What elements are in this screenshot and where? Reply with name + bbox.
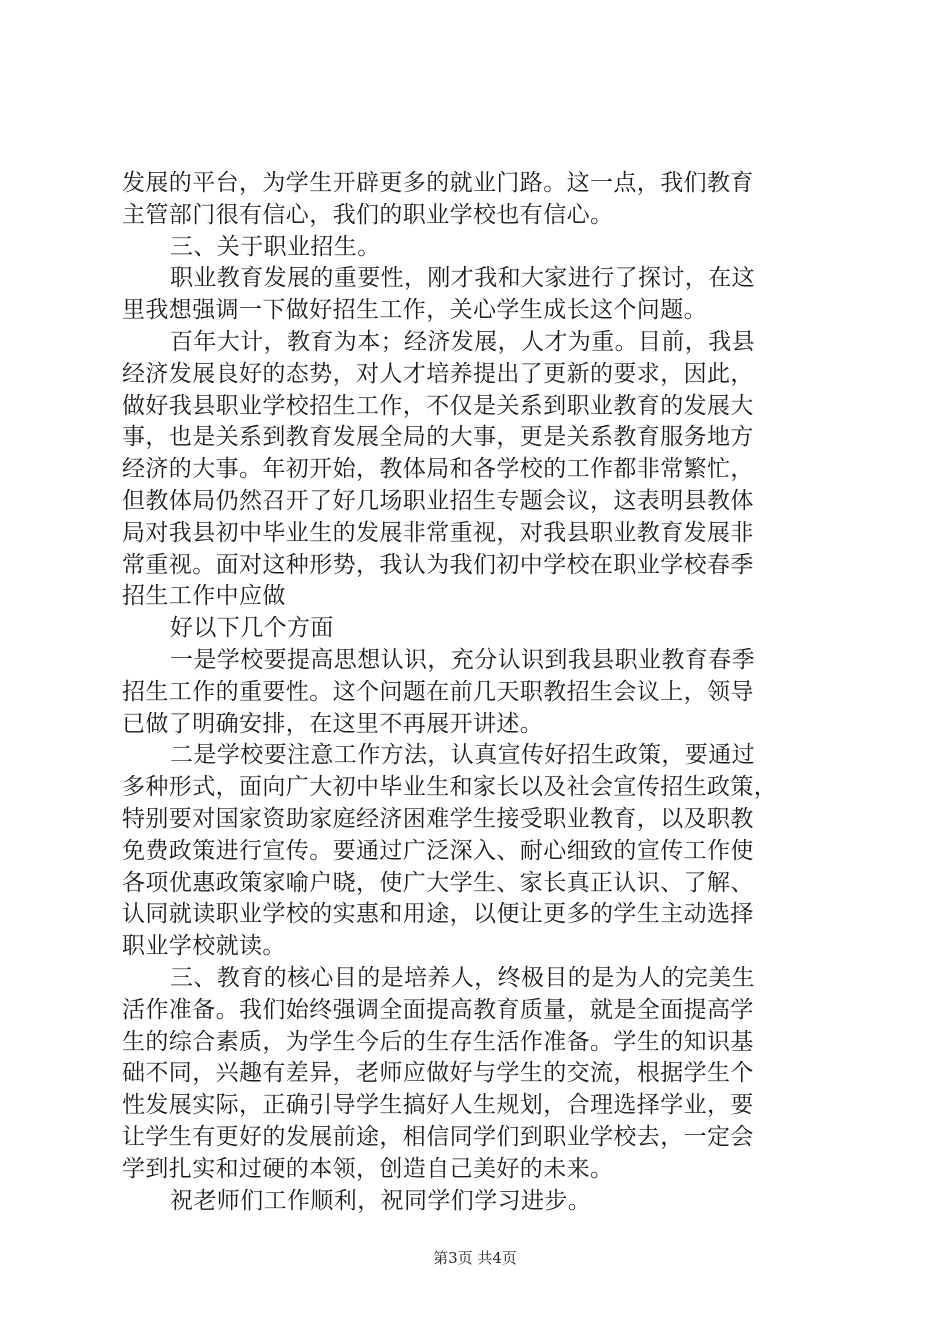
text-line: 好以下几个方面 (170, 615, 334, 642)
text-line: 免费政策进行宣传。要通过广泛深入、耐心细致的宣传工作使 (122, 837, 754, 864)
text-line: 但教体局仍然召开了好几场职业招生专题会议，这表明县教体 (122, 487, 754, 514)
text-line: 让学生有更好的发展前途，相信同学们到职业学校去，一定会 (122, 1123, 754, 1150)
text-line: 性发展实际，正确引导学生搞好人生规划，合理选择学业，要 (122, 1092, 754, 1119)
text-line: 学到扎实和过硬的本领，创造自己美好的未来。 (122, 1155, 614, 1182)
page-footer: 第3页 共4页 (433, 1249, 517, 1267)
text-line: 已做了明确安排，在这里不再展开讲述。 (122, 710, 544, 737)
text-line: 三、教育的核心目的是培养人，终极目的是为人的完美生 (170, 964, 755, 991)
text-line: 里我想强调一下做好招生工作，关心学生成长这个问题。 (122, 297, 707, 324)
text-line: 认同就读职业学校的实惠和用途，以便让更多的学生主动选择 (122, 901, 754, 928)
text-line: 础不同，兴趣有差异，老师应做好与学生的交流，根据学生个 (122, 1060, 754, 1087)
text-line: 发展的平台，为学生开辟更多的就业门路。这一点，我们教育 (122, 170, 754, 196)
text-line: 招生工作的重要性。这个问题在前几天职教招生会议上，领导 (122, 678, 754, 705)
text-line: 活作准备。我们始终强调全面提高教育质量，就是全面提高学 (122, 996, 754, 1023)
text-line: 生的综合素质，为学生今后的生存生活作准备。学生的知识基 (122, 1028, 754, 1055)
text-line: 主管部门很有信心，我们的职业学校也有信心。 (122, 201, 614, 228)
text-line: 职业学校就读。 (122, 933, 286, 960)
text-line: 职业教育发展的重要性，刚才我和大家进行了探讨，在这 (170, 265, 755, 292)
text-line: 百年大计，教育为本；经济发展，人才为重。目前，我县 (170, 328, 755, 355)
text-line: 一是学校要提高思想认识，充分认识到我县职业教育春季 (170, 646, 755, 673)
text-line: 特别要对国家资助家庭经济困难学生接受职业教育，以及职教 (122, 805, 754, 832)
text-line: 经济的大事。年初开始，教体局和各学校的工作都非常繁忙， (122, 456, 754, 483)
text-line: 做好我县职业学校招生工作，不仅是关系到职业教育的发展大 (122, 392, 754, 419)
text-line: 祝老师们工作顺利，祝同学们学习进步。 (170, 1187, 592, 1214)
text-line: 常重视。面对这种形势，我认为我们初中学校在职业学校春季 (122, 551, 754, 578)
text-line: 三、关于职业招生。 (170, 233, 381, 260)
text-line: 局对我县初中毕业生的发展非常重视，对我县职业教育发展非 (122, 519, 754, 546)
text-line: 经济发展良好的态势，对人才培养提出了更新的要求，因此， (122, 360, 754, 387)
document-body (122, 168, 832, 1217)
text-line: 各项优惠政策家喻户晓，使广大学生、家长真正认识、了解、 (122, 869, 754, 896)
text-line: 多种形式，面向广大初中毕业生和家长以及社会宣传招生政策， (122, 774, 778, 801)
text-line: 二是学校要注意工作方法，认真宣传好招生政策，要通过 (170, 742, 755, 769)
text-line: 招生工作中应做 (122, 583, 286, 610)
text-line: 事，也是关系到教育发展全局的大事，更是关系教育服务地方 (122, 424, 754, 451)
